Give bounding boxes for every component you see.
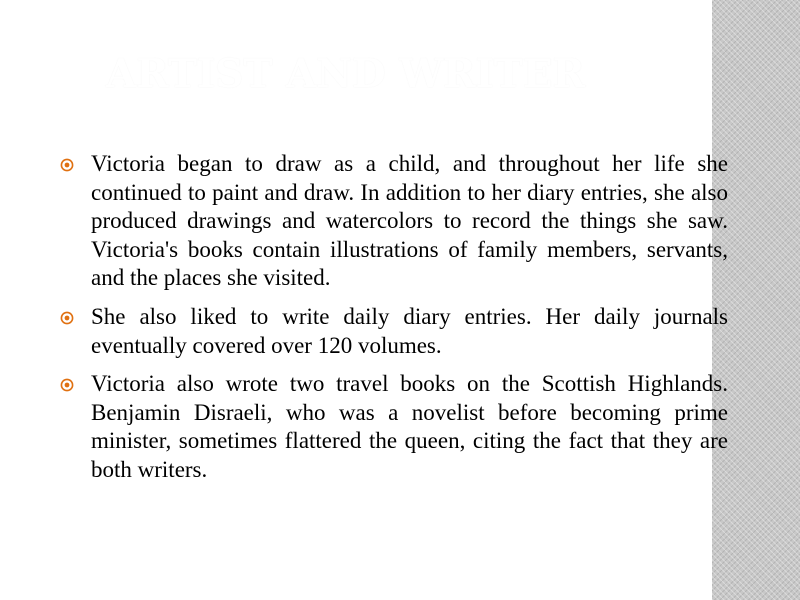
circle-target-icon — [60, 311, 74, 325]
bullet-item — [60, 150, 728, 293]
bullet-text: She also liked to write daily diary entries. Her daily journals eventually covered over 120 volumes. — [91, 303, 728, 358]
circle-target-icon — [60, 158, 74, 172]
circle-target-icon — [60, 378, 74, 392]
bullet-list — [60, 150, 728, 495]
bullet-item — [60, 370, 728, 484]
bullet-item — [60, 303, 728, 360]
bullet-text: Victoria also wrote two travel books on the Scottish Highlands. Benjamin Disraeli, who was a novelist before becoming prime minister, sometimes flattered the queen, citing the fact that they are both writers. — [91, 371, 728, 482]
bullet-text: Victoria began to draw as a child, and throughout her life she continued to paint and draw. In addition to her diary entries, she also produced drawings and watercolors to record the things she saw. Victoria's books contain illustrations of family members, servants, and the places she visited. — [91, 151, 728, 291]
slide-title: ARTIST AND WRITER — [106, 51, 585, 97]
